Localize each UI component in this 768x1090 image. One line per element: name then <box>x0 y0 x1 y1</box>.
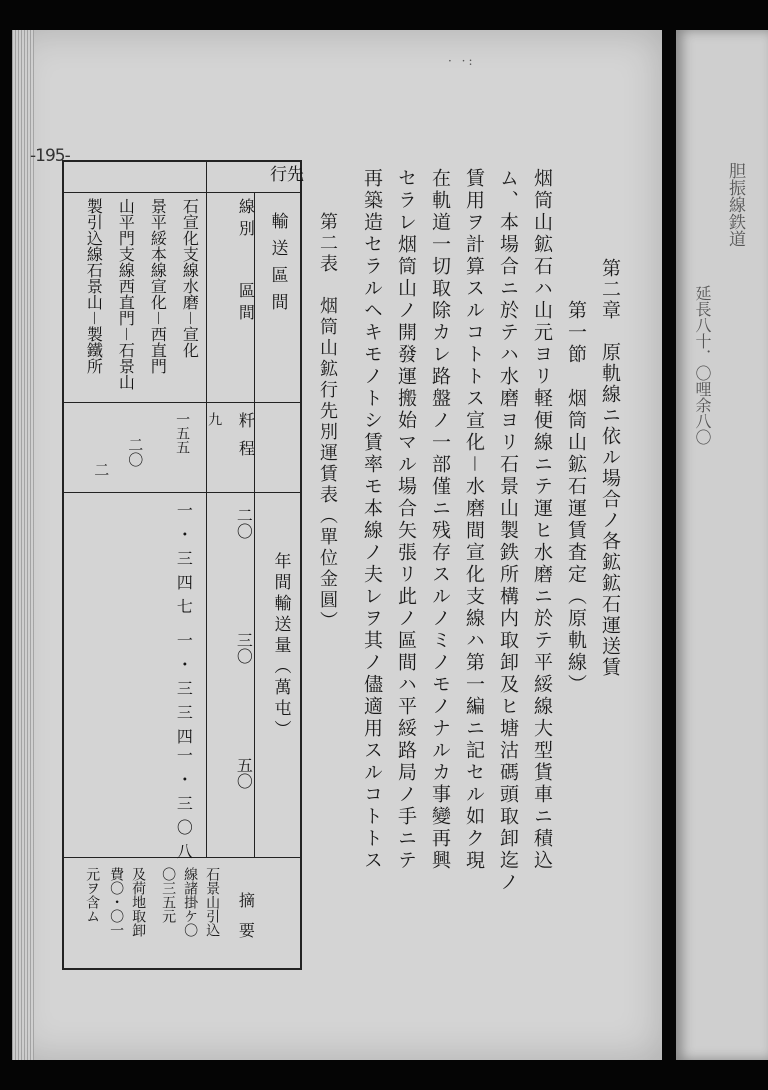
body-line: 烟筒山鉱石ハ山元ヨリ軽便線ニテ運ヒ水磨ニ於テ平綏線大型貨車ニ積込 <box>531 168 553 872</box>
segment-header: 區間 <box>236 282 256 326</box>
page-stack-edge <box>12 30 34 1060</box>
km-cell: 二〇 <box>126 437 145 467</box>
table-caption: 第二表 烟筒山鉱行先別運賃表（單位金圓） <box>317 212 338 632</box>
body-line: 在軌道一切取除カレ路盤ノ一部僅ニ残存スルノミノモノナルカ事變再興 <box>429 168 451 872</box>
body-line: 再築造セラルヘキモノトシ賃率モ本線ノ夫レヲ其ノ儘適用スルコトトス <box>361 168 383 872</box>
mileage-header: 粁程 <box>236 412 256 468</box>
km-cell: 九 <box>206 412 223 426</box>
fare-table <box>62 160 302 970</box>
facing-page <box>676 30 768 1060</box>
volume-30: 三〇 <box>234 632 254 664</box>
fare-50: 一・三〇八 <box>174 747 194 867</box>
fare-30: 一・三三四 <box>174 632 194 752</box>
remark-line: 石景山引込 <box>204 867 221 937</box>
volume-50: 五〇 <box>234 757 254 789</box>
speckle-marks: · ·: <box>448 54 476 68</box>
body-line: 賃用ヲ計算スルコトトス宣化－水磨間宣化支線ハ第一編ニ記セル如ク現 <box>463 168 485 873</box>
remark-line: 及荷地取卸 <box>130 867 147 937</box>
remark-line: 線諸掛ケ〇 <box>182 867 199 937</box>
page-number: -195- <box>30 146 70 166</box>
table-cell-leg-4: 製引込線石景山－製鐵所 <box>84 198 104 375</box>
km-cell: 二 <box>92 462 111 477</box>
chapter-heading: 第二章 原軌線ニ依ル場合ノ各鉱鉱石運送賃 <box>599 258 621 678</box>
destination-header: 行先 <box>270 165 304 185</box>
remarks-header: 摘要 <box>236 892 256 952</box>
volume-20: 二〇 <box>234 507 254 539</box>
header-dest-left <box>270 166 304 186</box>
remark-line: 〇三五元 <box>160 867 177 923</box>
table-cell-leg-3: 山平門支線西直門－石景山 <box>116 198 136 391</box>
rule <box>206 162 207 857</box>
rule <box>64 492 300 493</box>
line-kind-header: 線別 <box>236 198 256 242</box>
annual-volume-header: 年間輸送量（萬屯） <box>270 552 291 741</box>
facing-page-title: 胆振線鉄道 <box>725 162 745 247</box>
table-cell-leg-1: 石宣化支線水磨－宣化 <box>180 198 200 359</box>
transport-section-header: 輸送區間 <box>267 212 288 320</box>
remark-line: 費〇・〇一 <box>108 867 125 937</box>
body-line: ム、本場合ニ於テハ水磨ヨリ石景山製鉄所構内取卸及ヒ塘沽碼頭取卸迄ノ <box>497 168 519 894</box>
fare-20: 一・三四七 <box>174 502 194 622</box>
section-heading: 第一節 烟筒山鉱石運賃査定（原軌線） <box>565 300 587 696</box>
facing-page-line: 延長八十．〇哩余八〇 <box>693 285 712 445</box>
body-line: セラレ烟筒山ノ開發運搬始マル場合矢張リ此ノ區間ハ平綏路局ノ手ニテ <box>395 168 417 872</box>
km-cell: 一五五 <box>174 412 191 454</box>
table-cell-leg-2: 景平綏本線宣化－西直門 <box>148 198 168 375</box>
rule <box>64 402 300 403</box>
remark-line: 元ヲ含ム <box>84 867 101 923</box>
rule <box>64 192 300 193</box>
